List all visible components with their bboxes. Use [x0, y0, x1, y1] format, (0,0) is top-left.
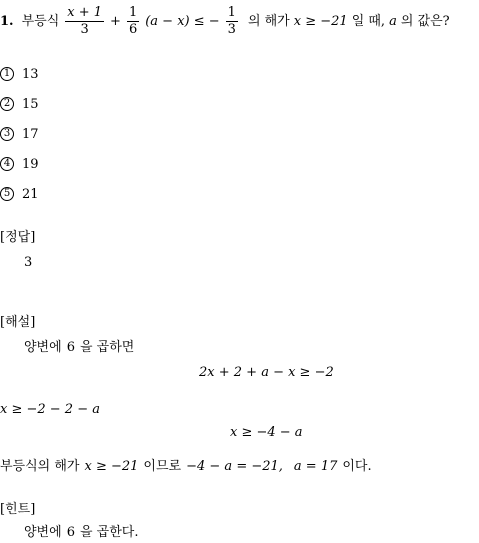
- solution-equation-3: x ≥ −4 − a: [230, 425, 303, 440]
- option-4[interactable]: [0, 157, 39, 171]
- conclusion-text: 이므로: [143, 459, 182, 474]
- option-value: 19: [22, 156, 39, 172]
- hint-text: 을 곱한다.: [79, 525, 139, 540]
- fraction-1-over-3: [226, 6, 238, 36]
- option-number-icon: 3: [0, 127, 14, 141]
- solution-equation-2: x ≥ −2 − 2 − a: [0, 402, 100, 417]
- hint-text: 양변에: [24, 525, 62, 540]
- answer-label: [정답]: [0, 230, 36, 245]
- plus-sign: +: [110, 13, 121, 29]
- option-number-icon: 2: [0, 97, 14, 111]
- option-value: 17: [22, 126, 39, 142]
- solution-text: 양변에: [24, 340, 62, 355]
- option-number-icon: 4: [0, 157, 14, 171]
- option-1[interactable]: [0, 67, 39, 81]
- option-number-icon: 1: [0, 67, 14, 81]
- question-text-3: 의 값은?: [400, 13, 450, 29]
- fraction-denominator: 3: [227, 21, 236, 37]
- solution-text: 을 곱하면: [79, 340, 135, 355]
- fraction-numerator: x + 1: [67, 5, 103, 20]
- question-intro: 부등식: [21, 13, 60, 29]
- option-value: 21: [22, 186, 39, 202]
- option-2[interactable]: [0, 97, 39, 111]
- question-text-1: 의 해가: [247, 13, 290, 29]
- option-value: 13: [22, 66, 39, 82]
- question-text-2: 일 때,: [351, 13, 386, 29]
- option-5[interactable]: [0, 187, 39, 201]
- option-value: 15: [22, 96, 39, 112]
- fraction-denominator: 6: [128, 21, 138, 37]
- fraction-1-over-6: [127, 6, 139, 36]
- conclusion-result: a = 17: [293, 459, 338, 474]
- option-3[interactable]: [0, 127, 39, 141]
- hint-number: 6: [66, 525, 75, 540]
- solution-equation-1: 2x + 2 + a − x ≥ −2: [199, 365, 334, 380]
- fraction-numerator: 1: [128, 5, 138, 20]
- solution-line-1: [24, 341, 134, 354]
- question-stem: [0, 6, 450, 36]
- fraction-x-plus-1-over-3: [65, 6, 104, 36]
- solution-number: 6: [66, 340, 75, 355]
- conclusion-equation: −4 − a = −21,: [186, 459, 283, 474]
- solution-label: [해설]: [0, 315, 36, 330]
- hint-label: [힌트]: [0, 502, 36, 517]
- solution-conclusion: [0, 460, 372, 473]
- conclusion-text: 부등식의 해가: [0, 459, 80, 474]
- conclusion-text: 이다.: [342, 459, 372, 474]
- answer-value: 3: [24, 255, 33, 270]
- fraction-numerator: 1: [227, 5, 236, 20]
- inequality-expression: (a − x) ≤ −: [145, 13, 220, 29]
- fraction-denominator: 3: [80, 21, 89, 37]
- variable-a: a: [389, 13, 397, 29]
- hint-line: [24, 526, 138, 539]
- option-number-icon: 5: [0, 187, 14, 201]
- solution-condition: x ≥ −21: [293, 13, 348, 29]
- question-number: 1.: [0, 13, 14, 29]
- conclusion-condition: x ≥ −21: [84, 459, 139, 474]
